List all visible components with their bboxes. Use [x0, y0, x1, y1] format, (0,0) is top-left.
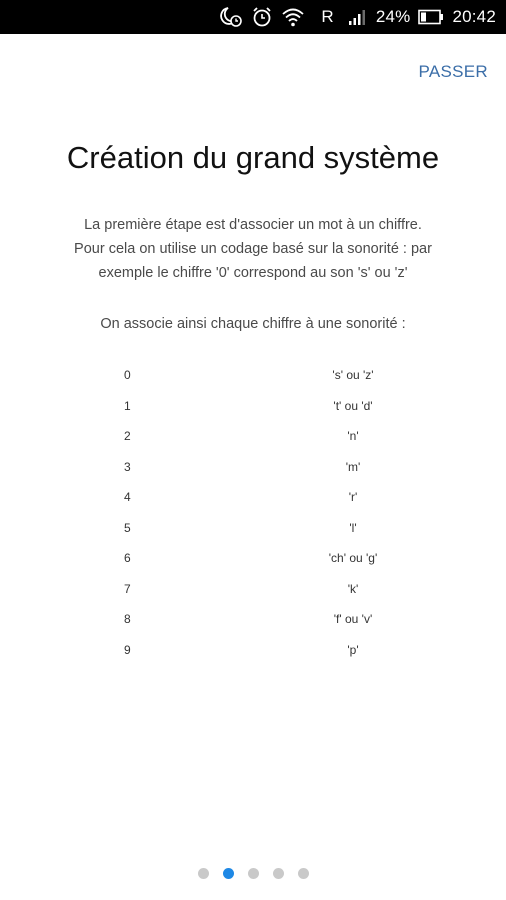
roaming-indicator: R: [321, 7, 334, 26]
skip-button[interactable]: PASSER: [418, 62, 488, 81]
digit: 5: [124, 520, 131, 535]
sound: 't' ou 'd': [333, 398, 373, 413]
page-dot[interactable]: [198, 868, 209, 879]
digit: 4: [124, 490, 131, 504]
page-dot[interactable]: [248, 868, 259, 879]
mapping-row: [0, 490, 506, 521]
digit: 2: [124, 429, 131, 443]
digit: 8: [124, 612, 131, 626]
sound: 's' ou 'z': [332, 368, 374, 382]
status-bar: [0, 0, 506, 34]
digit: 0: [124, 368, 131, 382]
sound: 'm': [345, 459, 361, 474]
mapping-row: [0, 521, 506, 552]
sound: 'r': [348, 490, 358, 504]
mapping-row: [0, 460, 506, 491]
mapping-row: [0, 399, 506, 430]
digit: 7: [124, 581, 131, 596]
digit: 1: [124, 398, 131, 413]
mapping-row: [0, 643, 506, 674]
mapping-row: [0, 551, 506, 582]
moon-clock-icon: [219, 6, 243, 28]
page-dot[interactable]: [273, 868, 284, 879]
battery-percent: 24%: [375, 7, 411, 26]
digit: 3: [124, 459, 131, 474]
digit: 6: [124, 551, 131, 565]
sound: 'k': [347, 581, 359, 596]
sound: 'p': [347, 642, 359, 657]
battery-icon: [418, 6, 444, 28]
mapping-row: [0, 612, 506, 643]
sound: 'n': [347, 429, 359, 443]
association-text: On associe ainsi chaque chiffre à une sonorité :: [100, 316, 406, 332]
sound: 'f' ou 'v': [333, 612, 373, 626]
wifi-icon: [281, 6, 305, 28]
alarm-icon: [251, 6, 273, 28]
intro-text: [30, 213, 476, 285]
mapping-row: [0, 429, 506, 460]
sound: 'l': [349, 520, 357, 535]
mapping-row: [0, 582, 506, 613]
page-title: Création du grand système: [66, 140, 440, 175]
clock-time: 20:42: [452, 7, 496, 26]
page-dot-active[interactable]: [223, 868, 234, 879]
intro-line: exemple le chiffre '0' correspond au son 's' ou 'z': [98, 265, 408, 281]
mapping-row: [0, 368, 506, 399]
sound: 'ch' ou 'g': [328, 551, 378, 565]
page-dot[interactable]: [298, 868, 309, 879]
digit-sound-table: [0, 368, 506, 673]
page-indicator: [0, 868, 506, 879]
digit: 9: [124, 642, 131, 657]
intro-line: Pour cela on utilise un codage basé sur la sonorité : par: [74, 241, 432, 257]
signal-icon: [348, 6, 368, 28]
intro-line: La première étape est d'associer un mot à un chiffre.: [84, 217, 422, 233]
